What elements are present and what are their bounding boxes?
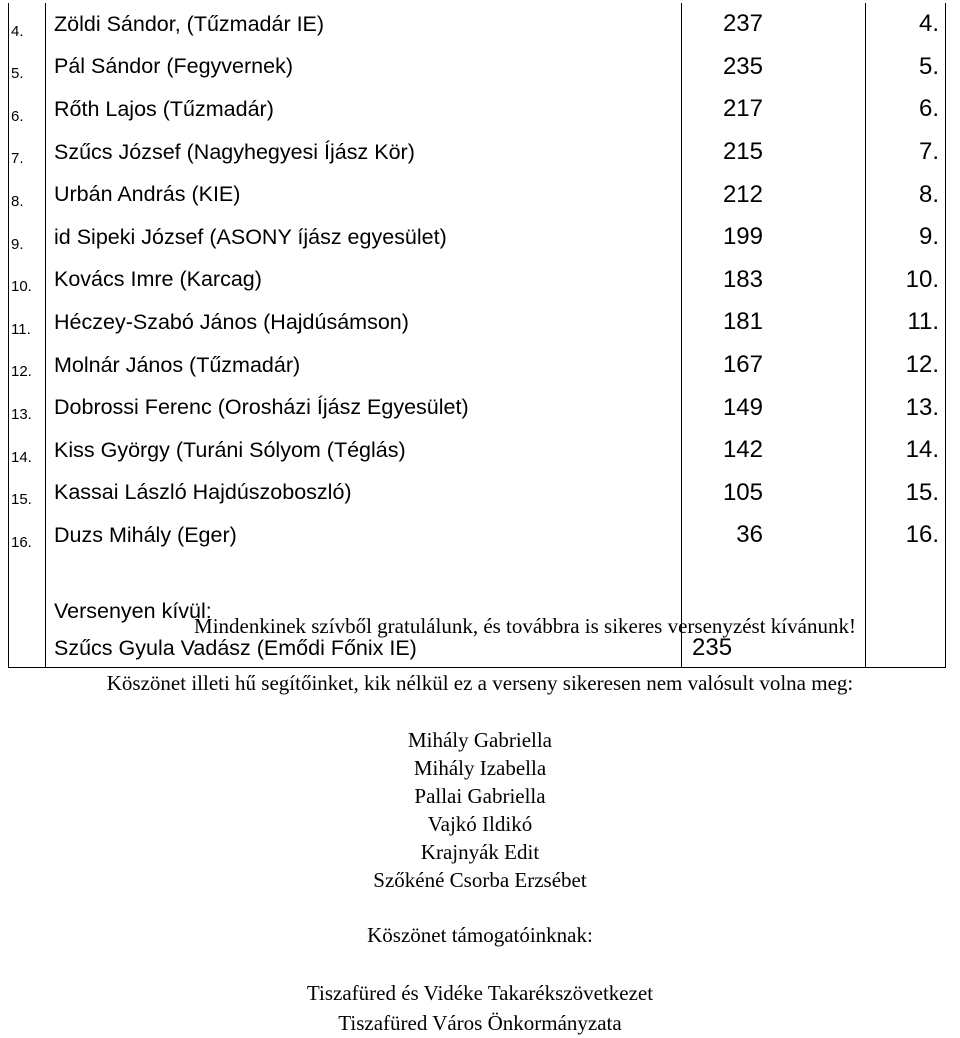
- competitor-points: 237: [682, 3, 866, 46]
- helper-name: Vajkó Ildikó: [427, 812, 533, 836]
- congrats-message: Mindenkinek szívből gratulálunk, és továbbra is sikeres versenyzést kívánunk!: [194, 614, 856, 638]
- helper-name: Krajnyák Edit: [420, 840, 540, 864]
- sponsors-list: [0, 978, 960, 1038]
- row-number: 9.: [9, 216, 46, 259]
- table-row: [9, 88, 946, 131]
- competitor-points: 215: [682, 131, 866, 174]
- competitor-points: 105: [682, 472, 866, 515]
- competitor-name: Dobrossi Ferenc (Orosházi Íjász Egyesület): [46, 386, 682, 429]
- sponsor-name: Tiszafüred Város Önkormányzata: [338, 1011, 622, 1035]
- competitor-name: Rőth Lajos (Tűzmadár): [46, 88, 682, 131]
- competitor-place: 9.: [866, 216, 946, 259]
- competitor-name: Pál Sándor (Fegyvernek): [46, 46, 682, 89]
- thanks-message: Köszönet illeti hű segítőinket, kik nélkül ez a verseny sikeresen nem valósult volna meg:: [106, 671, 854, 695]
- competitor-name: Szűcs József (Nagyhegyesi Íjász Kör): [46, 131, 682, 174]
- row-number: 13.: [9, 386, 46, 429]
- helper-name: Pallai Gabriella: [414, 784, 546, 808]
- competitor-points: 212: [682, 173, 866, 216]
- table-row: [9, 386, 946, 429]
- row-number: 14.: [9, 429, 46, 472]
- row-number: 11.: [9, 301, 46, 344]
- competitor-points: 199: [682, 216, 866, 259]
- sponsor-title: Köszönet támogatóinknak:: [367, 923, 593, 947]
- competitor-points: 217: [682, 88, 866, 131]
- extra-section: [9, 557, 946, 667]
- competitor-place: 11.: [866, 301, 946, 344]
- table-row: [9, 514, 946, 557]
- table-row-empty: [9, 557, 946, 594]
- competitor-place: 8.: [866, 173, 946, 216]
- table-row: [9, 131, 946, 174]
- competitor-points: 181: [682, 301, 866, 344]
- table-row: [9, 46, 946, 89]
- helper-name: Mihály Gabriella: [407, 728, 553, 752]
- competitor-place: 16.: [866, 514, 946, 557]
- table-row: [9, 301, 946, 344]
- row-number: 6.: [9, 88, 46, 131]
- competitor-name: Duzs Mihály (Eger): [46, 514, 682, 557]
- competitor-place: 14.: [866, 429, 946, 472]
- competitor-name: Urbán András (KIE): [46, 173, 682, 216]
- results-table: [8, 3, 946, 668]
- competitor-place: 7.: [866, 131, 946, 174]
- competitor-name: Kovács Imre (Karcag): [46, 259, 682, 302]
- table-row: [9, 429, 946, 472]
- table-row: [9, 173, 946, 216]
- competitor-points: 149: [682, 386, 866, 429]
- table-row: [9, 3, 946, 46]
- table-row: [9, 259, 946, 302]
- competitor-points: 167: [682, 344, 866, 387]
- competitor-place: 5.: [866, 46, 946, 89]
- competitor-name: Kassai László Hajdúszoboszló): [46, 472, 682, 515]
- competitor-place: 13.: [866, 386, 946, 429]
- helper-name: Szőkéné Csorba Erzsébet: [373, 868, 587, 892]
- competitor-name: Héczey-Szabó János (Hajdúsámson): [46, 301, 682, 344]
- table-row: [9, 472, 946, 515]
- competitor-place: 6.: [866, 88, 946, 131]
- extra-label: Versenyen kívül:: [46, 593, 682, 630]
- competitor-points: 235: [682, 46, 866, 89]
- row-number: 12.: [9, 344, 46, 387]
- helpers-list: [0, 726, 960, 894]
- helper-name: Mihály Izabella: [413, 756, 547, 780]
- row-number: 10.: [9, 259, 46, 302]
- competitor-points: 142: [682, 429, 866, 472]
- row-number: 16.: [9, 514, 46, 557]
- row-number: 15.: [9, 472, 46, 515]
- competitor-name: Kiss György (Turáni Sólyom (Téglás): [46, 429, 682, 472]
- table-row: [9, 344, 946, 387]
- row-number: 8.: [9, 173, 46, 216]
- table-row: [9, 216, 946, 259]
- row-number: 5.: [9, 46, 46, 89]
- extra-points: 235: [682, 630, 866, 667]
- competitor-points: 36: [682, 514, 866, 557]
- row-number: 4.: [9, 3, 46, 46]
- competitor-name: id Sipeki József (ASONY íjász egyesület): [46, 216, 682, 259]
- competitor-place: 12.: [866, 344, 946, 387]
- results-body: [9, 3, 946, 557]
- competitor-points: 183: [682, 259, 866, 302]
- extra-name: Szűcs Gyula Vadász (Emődi Főnix IE): [46, 630, 682, 667]
- competitor-place: 4.: [866, 3, 946, 46]
- row-number: 7.: [9, 131, 46, 174]
- competitor-place: 10.: [866, 259, 946, 302]
- competitor-place: 15.: [866, 472, 946, 515]
- competitor-name: Zöldi Sándor, (Tűzmadár IE): [46, 3, 682, 46]
- sponsor-name: Tiszafüred és Vidéke Takarékszövetkezet: [306, 981, 654, 1005]
- competitor-name: Molnár János (Tűzmadár): [46, 344, 682, 387]
